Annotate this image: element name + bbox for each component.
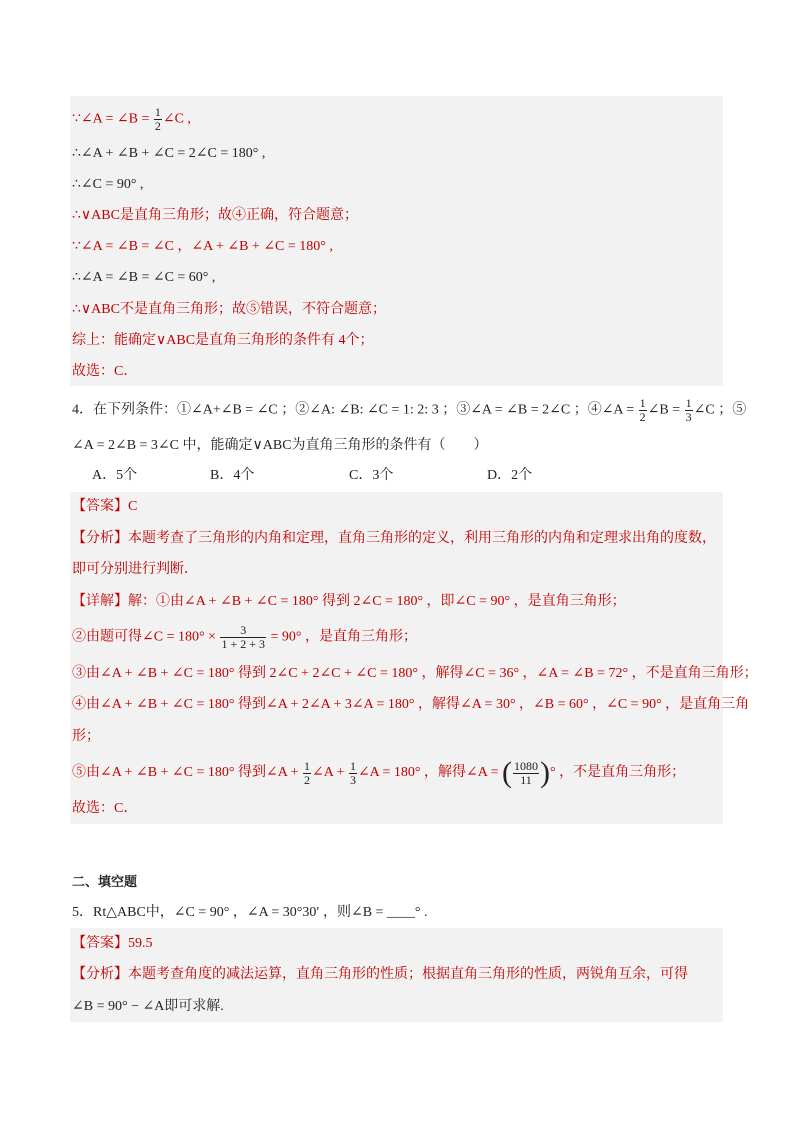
q4-option-a: A．5个 <box>92 468 138 483</box>
q4-stem-line-1: 4．在下列条件：①∠A+∠B = ∠C ；②∠A: ∠B: ∠C = 1: 2: 3 ；③∠A = ∠B = 2∠C ；④∠A = $\frac{1}{2}$ ∠B = $\frac{1}{3}$ ∠C ；⑤ <box>72 396 747 424</box>
q4-detail-line-1: 【详解】解：①由∠A + ∠B + ∠C = 180° 得到 2∠C = 180° ，即∠C = 90° ，是直角三角形； <box>72 594 626 609</box>
fraction-half: $\frac{1}{2}$ <box>154 105 161 133</box>
q4-detail-fraction: $\frac{3}{1 + 2 + 3}$ <box>221 623 266 651</box>
proof-line-6: ∴∠A = ∠B = ∠C = 60° , <box>72 270 216 285</box>
section-title: 二、填空题 <box>72 874 138 889</box>
proof-line-9: 故选：C． <box>72 364 138 379</box>
q4-detail-line-2: ②由题可得∠C = 180° × $\frac{3}{1 + 2 + 3}$ = 90° ，是直角三角形； <box>72 623 418 651</box>
q4-option-c: C．3个 <box>349 468 394 483</box>
q4-detail-line-5: ⑤由∠A + ∠B + ∠C = 180° 得到∠A + $\frac{1}{2}$ ∠A + $\frac{1}{3}$ ∠A = 180° ，解得∠A = ( $\frac{1080}{11}$ )° ，不是直角三角形； <box>72 756 686 789</box>
q5-stem: 5．Rt△ABC中，∠C = 90° ，∠A = 30°30′ ，则∠B = ____° . <box>72 905 428 920</box>
left-paren: ( <box>501 756 512 789</box>
q5-analysis-line-2: ∠B = 90° − ∠A即可求解. <box>72 999 224 1014</box>
q5-analysis-line-1: 【分析】本题考查角度的减法运算，直角三角形的性质；根据直角三角形的性质，两锐角互余，可得 <box>72 967 688 982</box>
q4-choose: 故选：C． <box>72 801 138 816</box>
q4-detail5-fraction-3: $\frac{1080}{11}$ <box>513 758 538 787</box>
proof-line-5: ∵∠A = ∠B = ∠C ，∠A + ∠B + ∠C = 180° , <box>72 239 333 254</box>
q4-answer: 【答案】C <box>72 499 138 514</box>
proof-line-8: 综上：能确定∨ABC是直角三角形的条件有 4个； <box>72 333 374 348</box>
proof-line-1-end: ∠C , <box>162 111 191 127</box>
q4-detail-line-4b: 形； <box>72 729 100 744</box>
q4-option-d: D．2个 <box>487 468 533 483</box>
q4-fraction-2: $\frac{1}{3}$ <box>685 396 692 424</box>
q4-fraction-1: $\frac{1}{2}$ <box>639 396 646 424</box>
q4-detail-line-3: ③由∠A + ∠B + ∠C = 180° 得到 2∠C + 2∠C + ∠C = 180° ，解得∠C = 36° ，∠A = ∠B = 72° ，不是直角三角形； <box>72 666 758 681</box>
proof-line-1 <box>72 106 732 133</box>
q5-answer: 【答案】59.5 <box>72 936 153 951</box>
proof-line-7: ∴∨ABC不是直角三角形；故⑤错误，不符合题意； <box>72 302 386 317</box>
q4-detail-line-4: ④由∠A + ∠B + ∠C = 180° 得到∠A + 2∠A + 3∠A = 180° ，解得∠A = 30° ，∠B = 60° ，∠C = 90° ，是直角三角 <box>72 697 750 712</box>
q4-options <box>72 466 732 486</box>
q4-analysis-line-2: 即可分别进行判断． <box>72 562 198 577</box>
q4-detail5-fraction-1: $\frac{1}{2}$ <box>303 758 310 787</box>
proof-line-1-text: ∵∠A = ∠B = <box>72 111 153 127</box>
proof-line-4: ∴∨ABC是直角三角形；故④正确，符合题意； <box>72 208 358 223</box>
right-paren: ) <box>539 756 550 789</box>
q4-stem-line-2: ∠A = 2∠B = 3∠C 中，能确定∨ABC为直角三角形的条件有（ ） <box>72 438 488 453</box>
q4-detail5-fraction-2: $\frac{1}{3}$ <box>349 758 356 787</box>
proof-line-2: ∴∠A + ∠B + ∠C = 2∠C = 180° , <box>72 146 266 161</box>
q4-option-b: B．4个 <box>210 468 255 483</box>
proof-line-3: ∴∠C = 90° , <box>72 177 144 192</box>
q4-analysis-line-1: 【分析】本题考查了三角形的内角和定理，直角三角形的定义，利用三角形的内角和定理求出角的度数， <box>72 531 716 546</box>
